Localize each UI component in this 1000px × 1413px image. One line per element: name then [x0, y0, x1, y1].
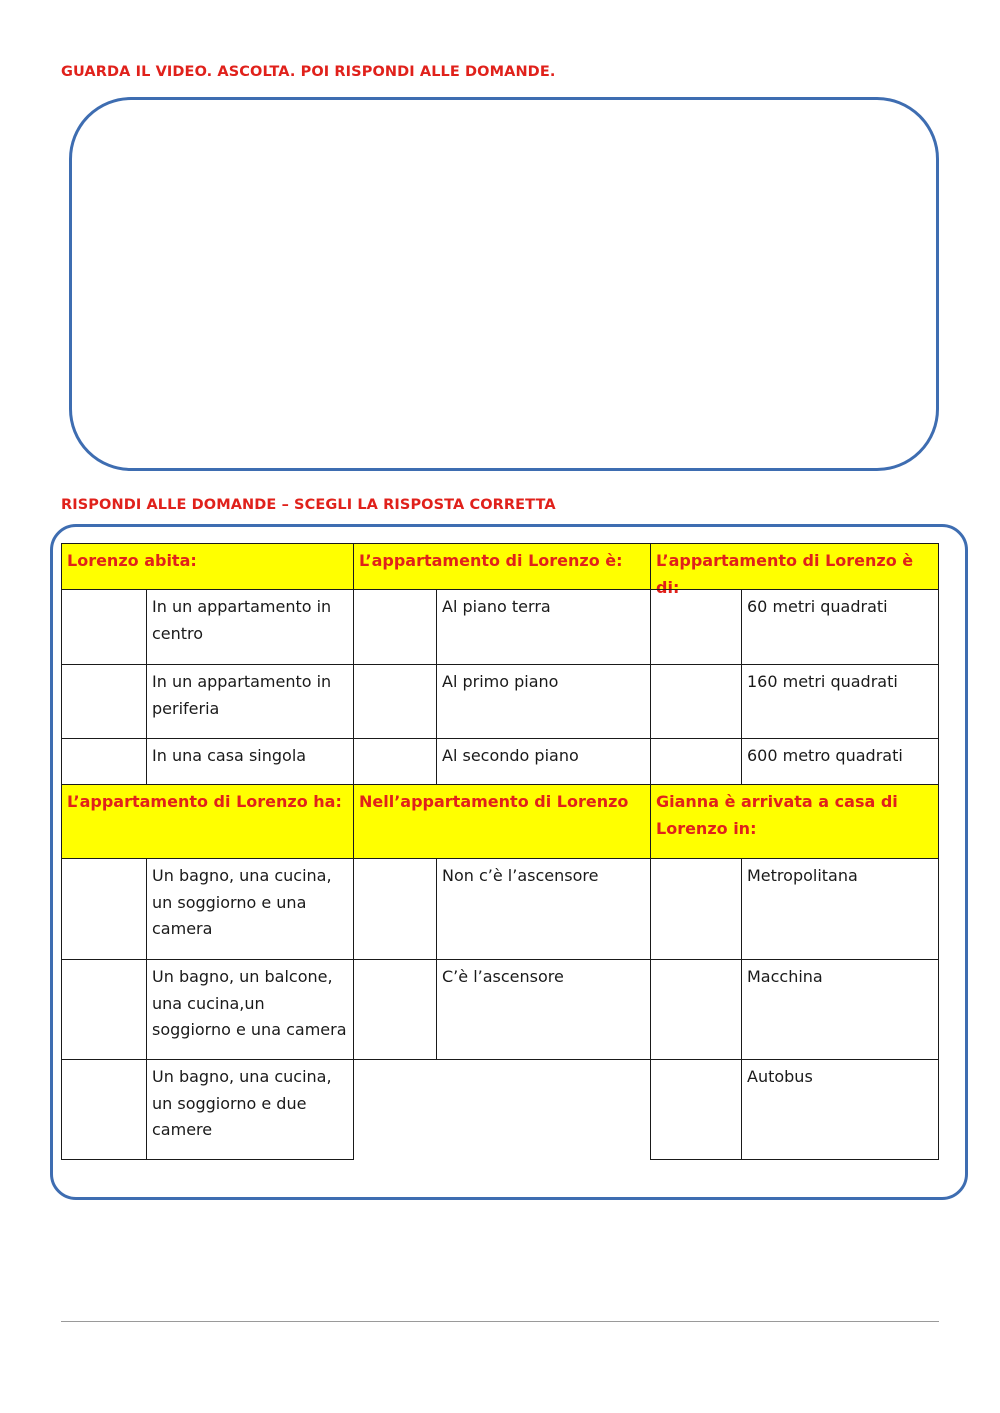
answer-option: Un bagno, un balcone, una cucina,un soggiorno e una camera: [146, 959, 354, 1060]
answer-option: Metropolitana: [741, 858, 939, 960]
answer-checkbox[interactable]: [353, 738, 437, 785]
answer-checkbox[interactable]: [61, 959, 147, 1060]
answer-option: Un bagno, una cucina, un soggiorno e una camera: [146, 858, 354, 960]
answer-checkbox[interactable]: [650, 858, 742, 960]
answer-checkbox[interactable]: [353, 589, 437, 665]
answer-checkbox[interactable]: [650, 959, 742, 1060]
video-frame[interactable]: [69, 97, 939, 471]
answer-option: Un bagno, una cucina, un soggiorno e due camere: [146, 1059, 354, 1160]
answer-option: 160 metri quadrati: [741, 664, 939, 739]
answer-checkbox[interactable]: [650, 664, 742, 739]
answer-checkbox[interactable]: [61, 858, 147, 960]
answer-option: In un appartamento in centro: [146, 589, 354, 665]
answer-option: In un appartamento in periferia: [146, 664, 354, 739]
answer-checkbox[interactable]: [650, 1059, 742, 1160]
answer-checkbox[interactable]: [61, 664, 147, 739]
question-header: Nell’appartamento di Lorenzo: [353, 784, 651, 859]
answer-option: Non c’è l’ascensore: [436, 858, 651, 960]
video-instruction: GUARDA IL VIDEO. ASCOLTA. POI RISPONDI ALLE DOMANDE.: [61, 64, 556, 80]
answer-checkbox[interactable]: [353, 664, 437, 739]
answer-option: Al piano terra: [436, 589, 651, 665]
answer-checkbox[interactable]: [353, 858, 437, 960]
answer-option: In una casa singola: [146, 738, 354, 785]
question-header: Gianna è arrivata a casa di Lorenzo in:: [650, 784, 939, 859]
answer-option: 60 metri quadrati: [741, 589, 939, 665]
answer-checkbox[interactable]: [353, 959, 437, 1060]
answer-option: Autobus: [741, 1059, 939, 1160]
answer-checkbox[interactable]: [650, 589, 742, 665]
answer-checkbox[interactable]: [61, 589, 147, 665]
answer-checkbox[interactable]: [650, 738, 742, 785]
answer-option: Al primo piano: [436, 664, 651, 739]
question-header: L’appartamento di Lorenzo è di:: [650, 543, 939, 590]
answer-checkbox[interactable]: [61, 1059, 147, 1160]
question-header: L’appartamento di Lorenzo è:: [353, 543, 651, 590]
answer-option: C’è l’ascensore: [436, 959, 651, 1060]
answer-checkbox[interactable]: [61, 738, 147, 785]
answer-option: Al secondo piano: [436, 738, 651, 785]
footer-divider: [61, 1321, 939, 1322]
question-header: Lorenzo abita:: [61, 543, 354, 590]
quiz-instruction: RISPONDI ALLE DOMANDE – SCEGLI LA RISPOSTA CORRETTA: [61, 497, 556, 513]
question-header: L’appartamento di Lorenzo ha:: [61, 784, 354, 859]
answer-option: 600 metro quadrati: [741, 738, 939, 785]
answer-option: Macchina: [741, 959, 939, 1060]
